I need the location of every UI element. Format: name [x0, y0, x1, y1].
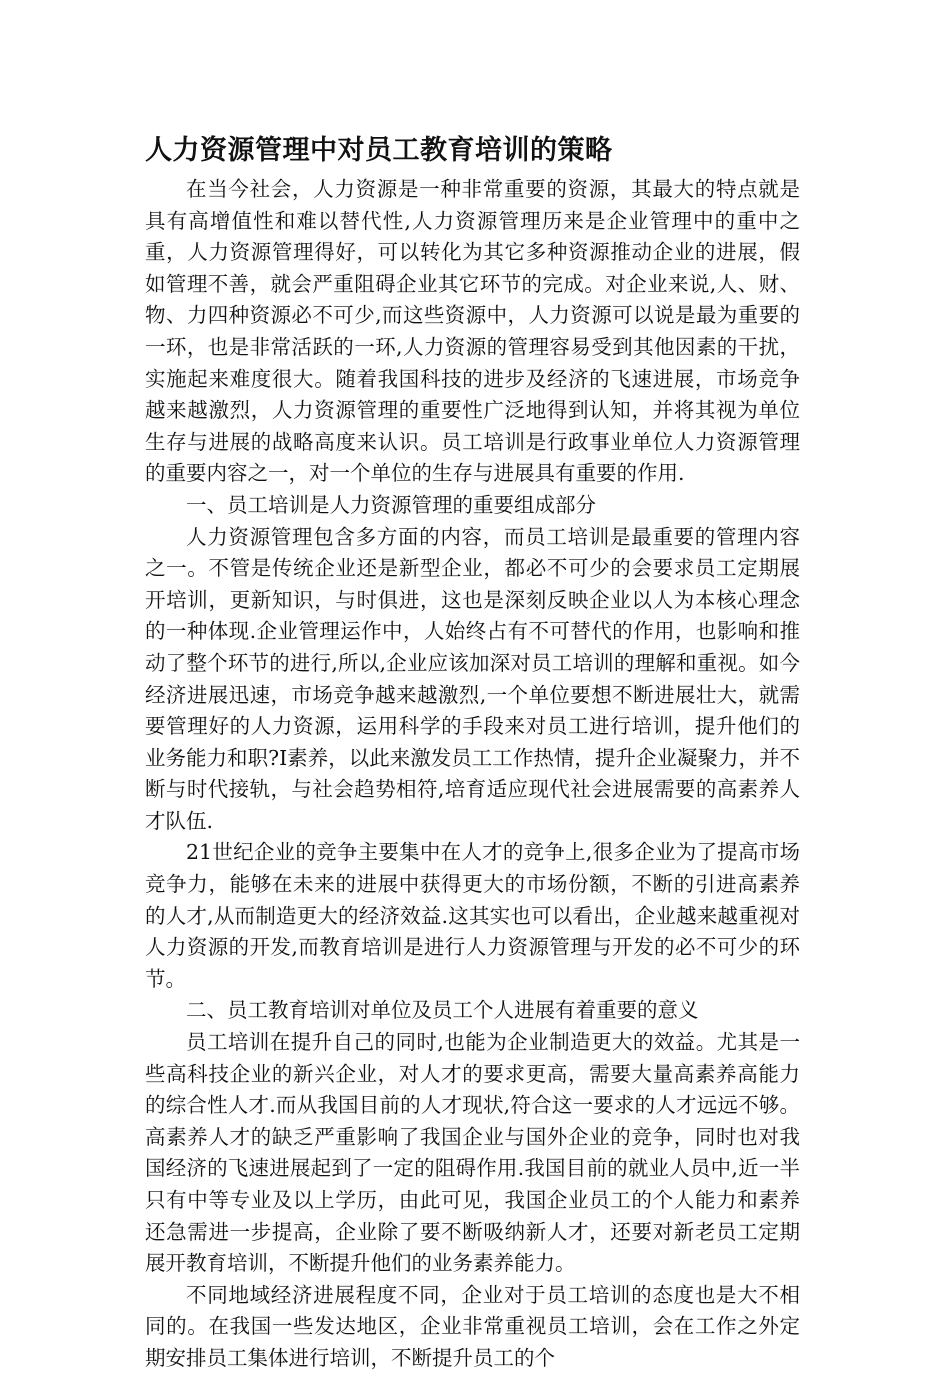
paragraph-section-2a: 员工培训在提升自己的同时,也能为企业制造更大的效益。尤其是一些高科技企业的新兴企业，对人才的要求更高，需要大量高素养高能力的综合性人才.而从我国目前的人才现状,符合这一要求的人才远远不够。高素养人才的缺乏严重影响了我国企业与国外企业的竞争，同时也对我国经济的飞速进展起到了一定的阻碍作用.我国目前的就业人员中,近一半只有中等专业及以上学历，由此可见，我国企业员工的个人能力和素养还急需进一步提高，企业除了要不断吸纳新人才，还要对新老员工定期展开教育培训，不断提升他们的业务素养能力。	[145, 1030, 800, 1276]
paragraph-section-2b: 不同地域经济进展程度不同，企业对于员工培训的态度也是大不相同的。在我国一些发达地区，企业非常重视员工培训，会在工作之外定期安排员工集体进行培训，不断提升员工的个	[145, 1282, 800, 1370]
document-title: 人力资源管理中对员工教育培训的策略	[145, 135, 613, 166]
paragraph-section-1a: 人力资源管理包含多方面的内容，而员工培训是最重要的管理内容之一。不管是传统企业还是新型企业，都必不可少的会要求员工定期展开培训，更新知识，与时俱进，这也是深刻反映企业以人为本核心理念的一种体现.企业管理运作中，人始终占有不可替代的作用，也影响和推动了整个环节的进行,所以,企业应该加深对员工培训的理解和重视。如今经济进展迅速，市场竞争越来越激烈,一个单位要想不断进展壮大，就需要管理好的人力资源，运用科学的手段来对员工进行培训，提升他们的业务能力和职?I素养，以此来激发员工工作热情，提升企业凝聚力，并不断与时代接轨，与社会趋势相符,培育适应现代社会进展需要的高素养人才队伍.	[145, 524, 800, 833]
paragraph-intro: 在当今社会，人力资源是一种非常重要的资源，其最大的特点就是具有高增值性和难以替代性,人力资源管理历来是企业管理中的重中之重，人力资源管理得好，可以转化为其它多种资源推动企业的进展，假如管理不善，就会严重阻碍企业其它环节的完成。对企业来说,人、财、物、力四种资源必不可少,而这些资源中，人力资源可以说是最为重要的一环，也是非常活跃的一环,人力资源的管理容易受到其他因素的干扰，实施起来难度很大。随着我国科技的进步及经济的飞速进展，市场竞争越来越激烈，人力资源管理的重要性广泛地得到认知，并将其视为单位生存与进展的战略高度来认识。员工培训是行政事业单位人力资源管理的重要内容之一，对一个单位的生存与进展具有重要的作用.	[145, 177, 800, 486]
section-heading-1: 一、员工培训是人力资源管理的重要组成部分	[186, 492, 596, 517]
document-body	[145, 132, 800, 1375]
paragraph-section-1b: 21世纪企业的竞争主要集中在人才的竞争上,很多企业为了提高市场竞争力，能够在未来的进展中获得更大的市场份额，不断的引进高素养的人才,从而制造更大的经济效益.这其实也可以看出，企业越来越重视对人力资源的开发,而教育培训是进行人力资源管理与开发的必不可少的环节。	[145, 840, 800, 991]
section-heading-2: 二、员工教育培训对单位及员工个人进展有着重要的意义	[186, 998, 699, 1023]
